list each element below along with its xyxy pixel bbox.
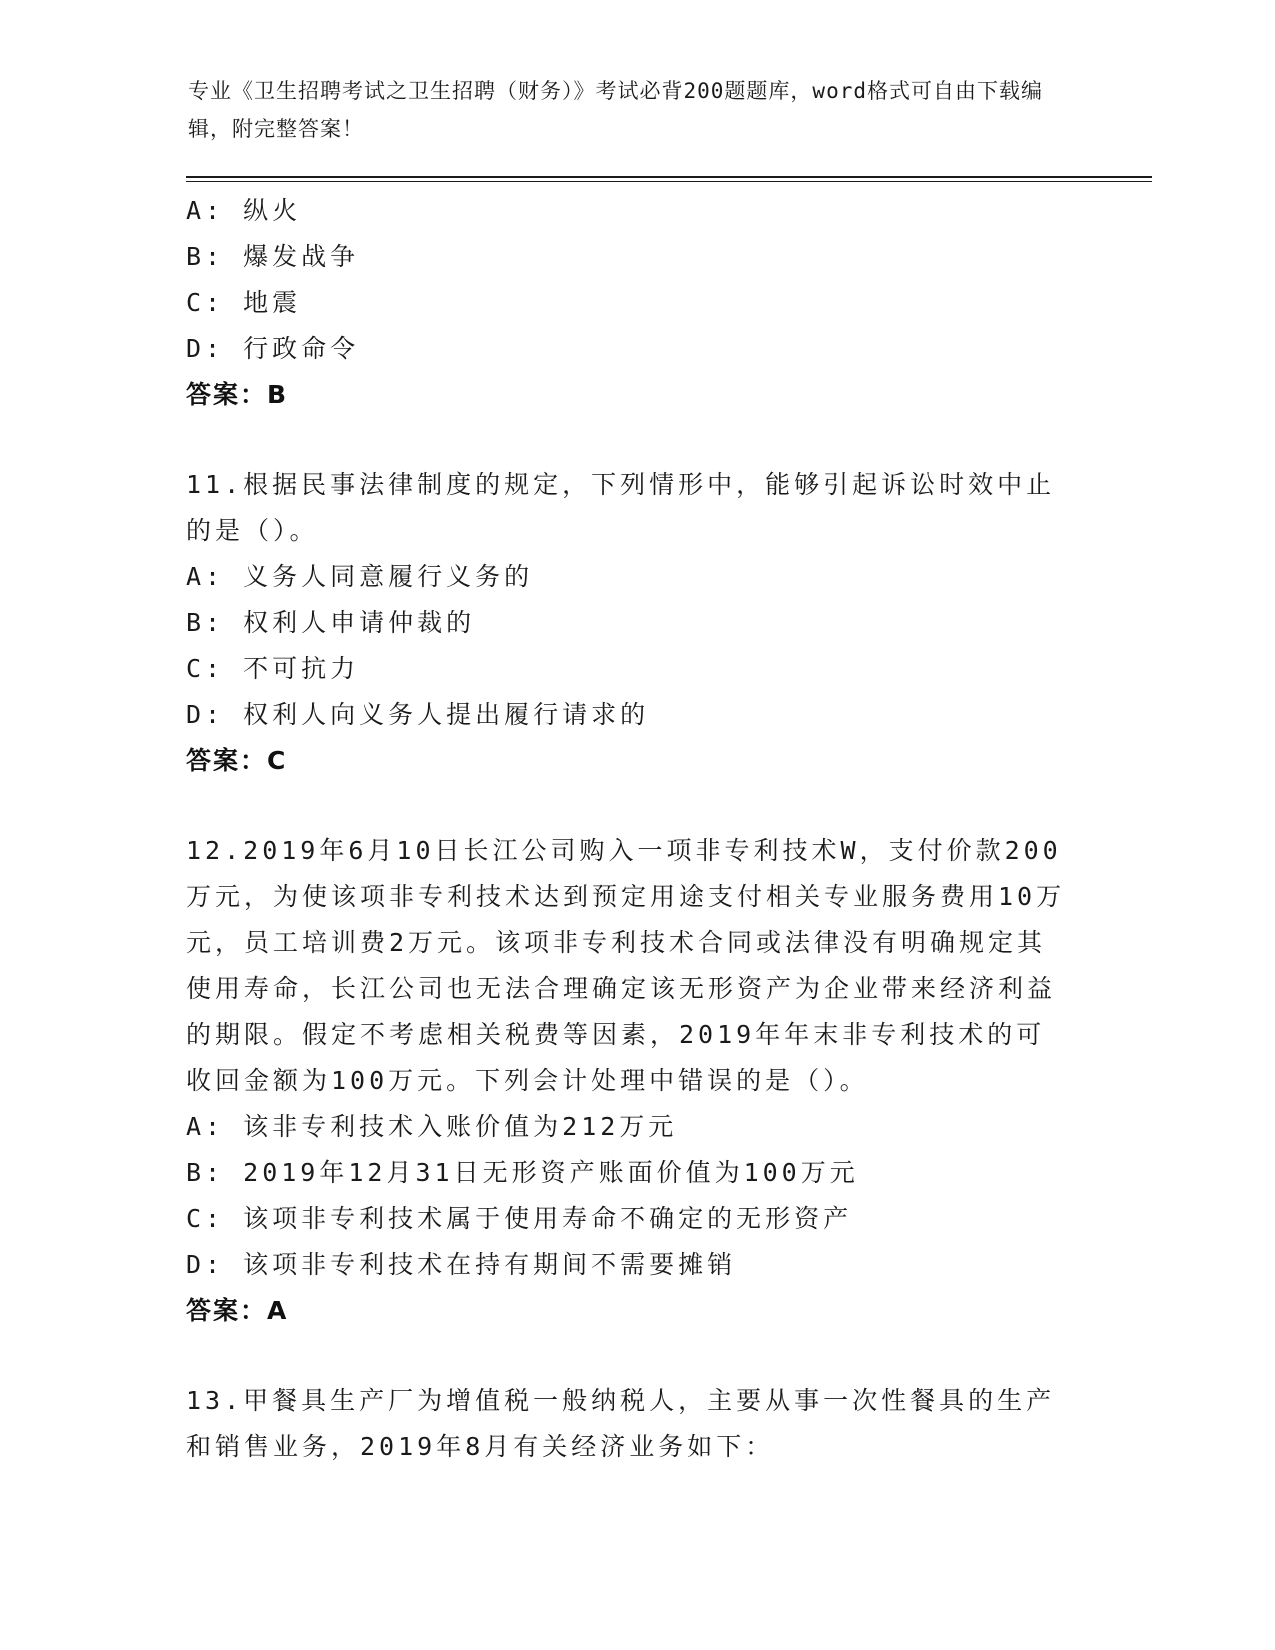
spacer [186,1334,1086,1378]
option-a: A: 义务人同意履行义务的 [186,562,534,591]
question-stem: 13.甲餐具生产厂为增值税一般纳税人，主要从事一次性餐具的生产和销售业务，2019年8月有关经济业务如下： [186,1386,1056,1461]
option-c: C: 不可抗力 [186,654,360,683]
option-c: C: 地震 [186,288,302,317]
spacer [186,784,1086,828]
answer-line: 答案：B [186,380,289,409]
question-11-block [186,462,1086,784]
option-c: C: 该项非专利技术属于使用寿命不确定的无形资产 [186,1204,853,1233]
spacer [186,418,1086,462]
question-10-block [186,188,1086,418]
header-divider-thin [186,181,1152,182]
option-a: A: 该非专利技术入账价值为212万元 [186,1112,678,1141]
option-a: A: 纵火 [186,196,302,225]
question-stem: 11.根据民事法律制度的规定，下列情形中，能够引起诉讼时效中止的是（）。 [186,470,1056,545]
option-d: D: 权利人向义务人提出履行请求的 [186,700,650,729]
question-list [186,188,1086,1470]
option-b: B: 爆发战争 [186,242,360,271]
question-12-block [186,828,1086,1334]
document-header: 专业《卫生招聘考试之卫生招聘（财务）》考试必背200题题库，word格式可自由下载编辑，附完整答案！ [188,79,1043,141]
question-stem: 12.2019年6月10日长江公司购入一项非专利技术W，支付价款200万元，为使该项非专利技术达到预定用途支付相关专业服务费用10万元，员工培训费2万元。该项非专利技术合同或法律没有明确规定其使用寿命，长江公司也无法合理确定该无形资产为企业带来经济利益的期限。假定不考虑相关税费等因素，2019年年末非专利技术的可收回金额为100万元。下列会计处理中错误的是（）。 [186,836,1066,1095]
option-d: D: 行政命令 [186,334,360,363]
option-d: D: 该项非专利技术在持有期间不需要摊销 [186,1250,737,1279]
answer-line: 答案：A [186,1296,289,1325]
header-divider-thick [186,176,1152,178]
option-b: B: 权利人申请仲裁的 [186,608,476,637]
answer-line: 答案：C [186,746,288,775]
question-13-block [186,1378,1086,1470]
option-b: B: 2019年12月31日无形资产账面价值为100万元 [186,1158,859,1187]
